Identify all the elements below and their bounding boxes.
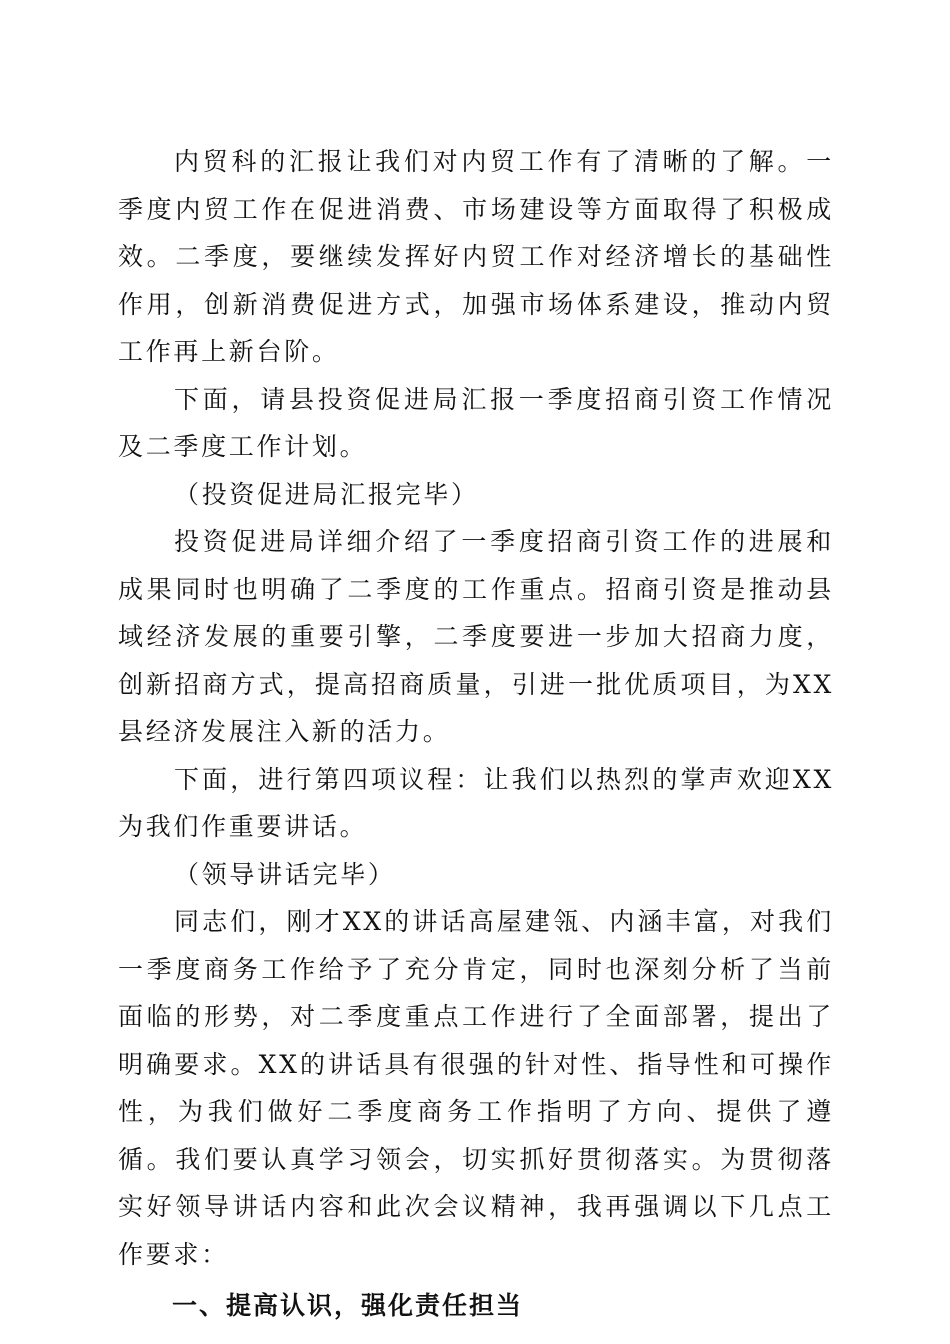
paragraph-neimao-summary: 内贸科的汇报让我们对内贸工作有了清晰的了解。一季度内贸工作在促进消费、市场建设等方面取得了积极成效。二季度，要继续发挥好内贸工作对经济增长的基础性作用，创新消费促进方式，加强市场体系建设，推动内贸工作再上新台阶。 <box>118 147 834 366</box>
paragraph-investment-report-done: （投资促进局汇报完毕） <box>174 479 479 509</box>
section-heading: 一、提高认识，强化责任担当 <box>172 1291 524 1320</box>
document-page <box>118 138 834 1330</box>
paragraph-invite-investment-report: 下面，请县投资促进局汇报一季度招商引资工作情况及二季度工作计划。 <box>118 384 834 461</box>
paragraph-leader-speech-done: （领导讲话完毕） <box>174 859 396 889</box>
paragraph-fourth-agenda: 下面，进行第四项议程：让我们以热烈的掌声欢迎XX为我们作重要讲话。 <box>118 764 834 841</box>
paragraph-investment-summary: 投资促进局详细介绍了一季度招商引资工作的进展和成果同时也明确了二季度的工作重点。招商引资是推动县域经济发展的重要引擎，二季度要进一步加大招商力度，创新招商方式，提高招商质量，引进一批优质项目，为XX县经济发展注入新的活力。 <box>118 527 834 746</box>
paragraph-comrades-remarks: 同志们，刚才XX的讲话高屋建瓴、内涵丰富，对我们一季度商务工作给予了充分肯定，同时也深刻分析了当前面临的形势，对二季度重点工作进行了全面部署，提出了明确要求。XX的讲话具有很强的针对性、指导性和可操作性，为我们做好二季度商务工作指明了方向、提供了遵循。我们要认真学习领会，切实抓好贯彻落实。为贯彻落实好领导讲话内容和此次会议精神，我再强调以下几点工作要求： <box>118 907 834 1269</box>
